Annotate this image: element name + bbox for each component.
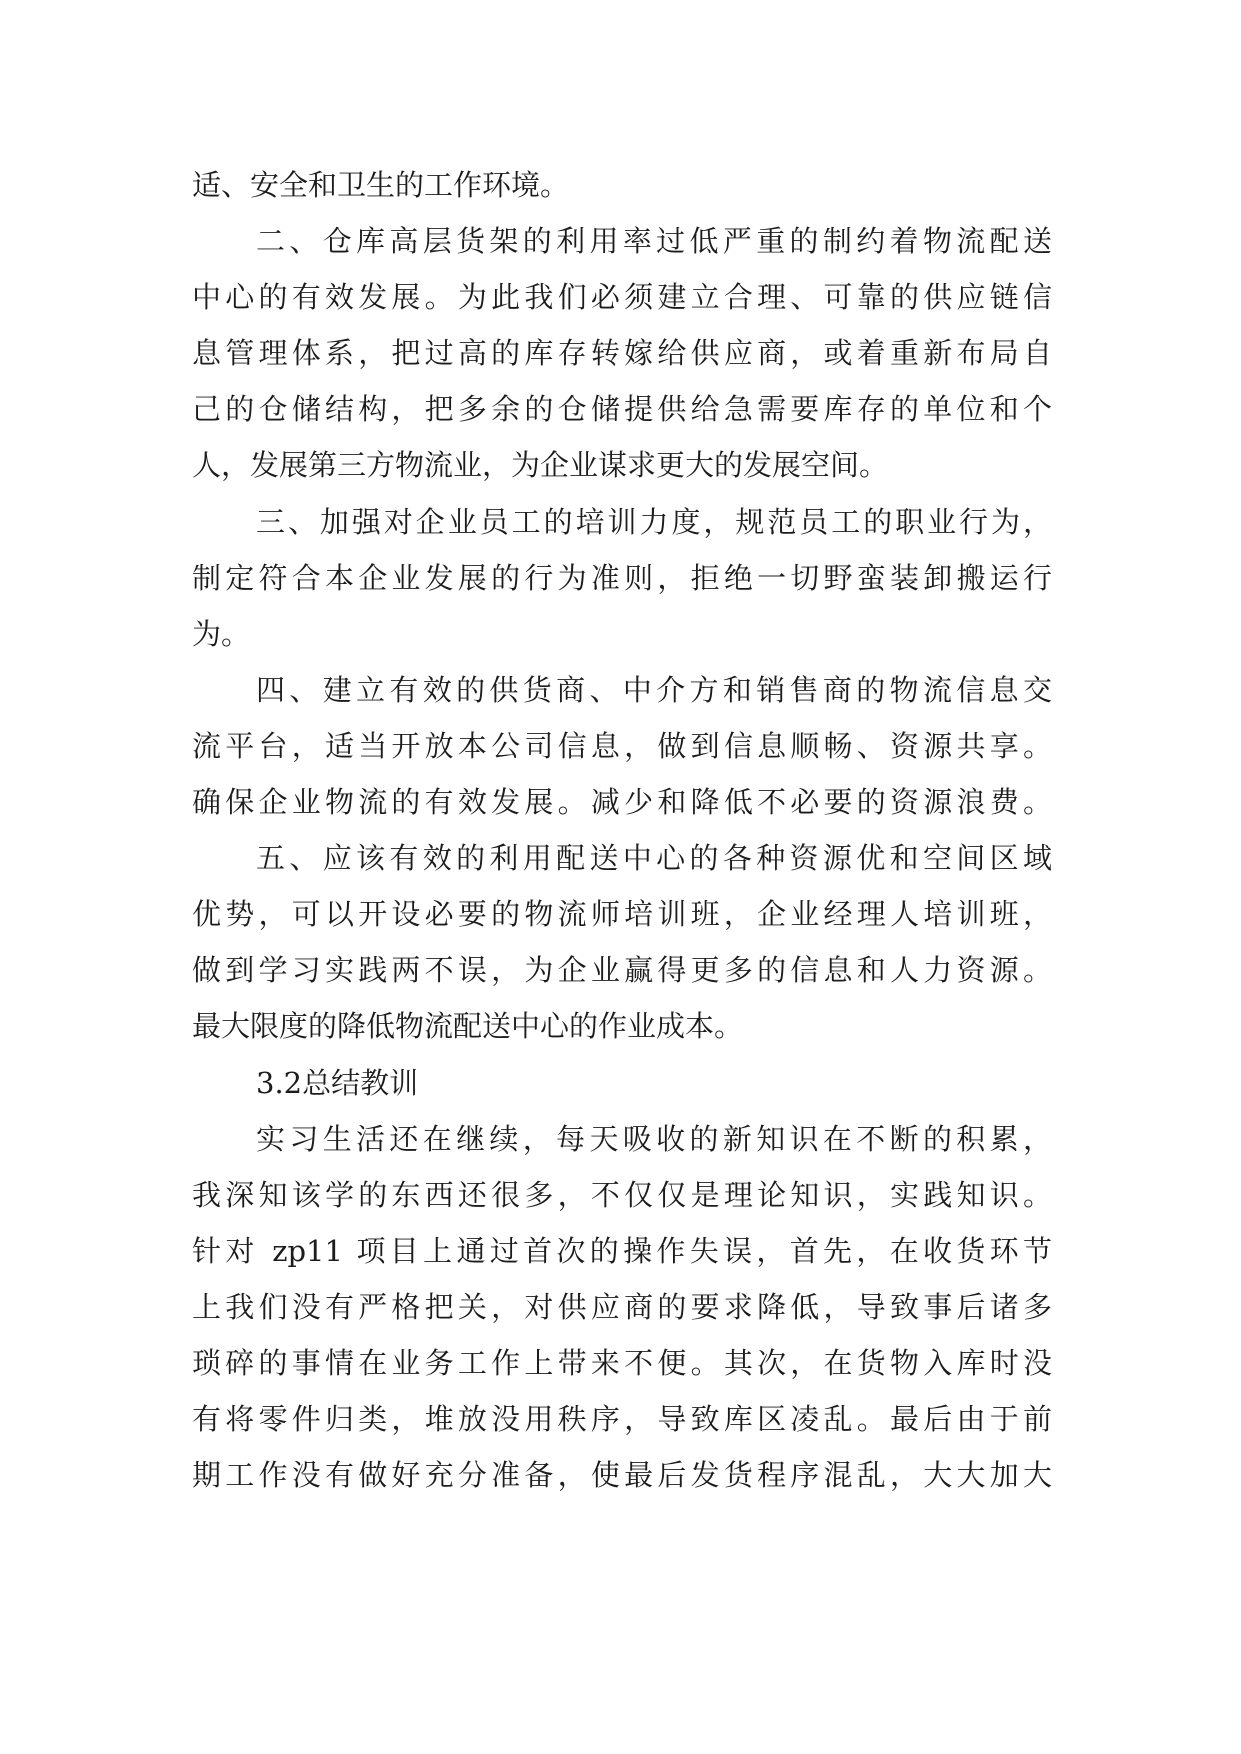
text-line: 针对 zp11 项目上通过首次的操作失误，首先，在收货环节 [192, 1233, 1052, 1268]
text-line: 我深知该学的东西还很多，不仅仅是理论知识，实践知识。 [192, 1177, 1052, 1212]
text-line: 中心的有效发展。为此我们必须建立合理、可靠的供应链信 [192, 280, 1052, 315]
text-line: 适、安全和卫生的工作环境。 [192, 168, 570, 202]
paragraph-first-line: 三、加强对企业员工的培训力度，规范员工的职业行为， [256, 504, 1052, 539]
text-line: 确保企业物流的有效发展。减少和降低不必要的资源浪费。 [192, 785, 1052, 820]
text-line: 制定符合本企业发展的行为准则，拒绝一切野蛮装卸搬运行 [192, 560, 1052, 595]
text-line: 期工作没有做好充分准备，使最后发货程序混乱，大大加大 [192, 1458, 1052, 1493]
paragraph-first-line: 实习生活还在继续，每天吸收的新知识在不断的积累， [256, 1121, 1052, 1156]
text-line: 琐碎的事情在业务工作上带来不便。其次，在货物入库时没 [192, 1345, 1052, 1380]
paragraph-first-line: 五、应该有效的利用配送中心的各种资源优和空间区域 [256, 841, 1052, 876]
paragraph-first-line: 二、仓库高层货架的利用率过低严重的制约着物流配送 [256, 224, 1052, 259]
text-line: 为。 [192, 616, 251, 651]
text-line: 流平台，适当开放本公司信息，做到信息顺畅、资源共享。 [192, 728, 1052, 763]
text-line: 上我们没有严格把关，对供应商的要求降低，导致事后诸多 [192, 1289, 1052, 1324]
section-heading: 3.2总结教训 [256, 1065, 419, 1100]
text-line: 息管理体系，把过高的库存转嫁给供应商，或着重新布局自 [192, 336, 1052, 371]
text-line: 有将零件归类，堆放没用秩序，导致库区凌乱。最后由于前 [192, 1402, 1052, 1437]
text-line: 做到学习实践两不误，为企业赢得更多的信息和人力资源。 [192, 953, 1052, 988]
text-line: 最大限度的降低物流配送中心的作业成本。 [192, 1009, 744, 1044]
document-body [192, 157, 1052, 1503]
paragraph-first-line: 四、建立有效的供货商、中介方和销售商的物流信息交 [256, 672, 1052, 707]
text-line: 人，发展第三方物流业，为企业谋求更大的发展空间。 [192, 448, 889, 483]
text-line: 优势，可以开设必要的物流师培训班，企业经理人培训班， [192, 897, 1052, 932]
text-line: 己的仓储结构，把多余的仓储提供给急需要库存的单位和个 [192, 392, 1052, 427]
